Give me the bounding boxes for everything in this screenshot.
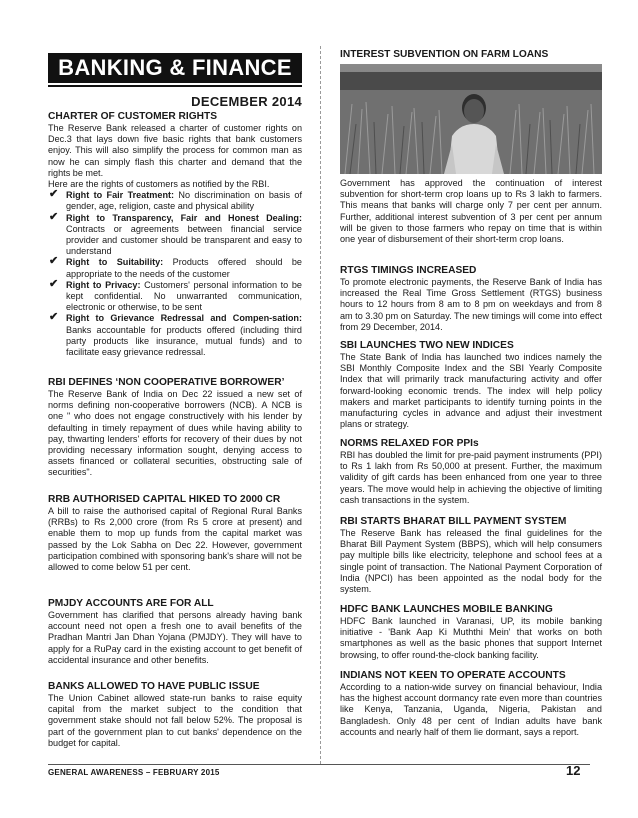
article-title: RBI STARTS BHARAT BILL PAYMENT SYSTEM — [340, 516, 567, 527]
list-item: ✔ Right to Privacy: Customers' personal information to be kept confidential. No unwarranted communication, electronic or otherwise, to be sent — [49, 277, 302, 313]
article-title: NORMS RELAXED FOR PPIs — [340, 438, 479, 449]
article-bbps — [340, 516, 602, 595]
article-body: RBI has doubled the limit for pre-paid payment instruments (PPI) to Rs 1 lakh from Rs 50,000 at present. Further, the maximum validity of gift cards has been enhanced from one year to three years. The move would help in achieving the objective of limiting cash transactions in the system. — [340, 450, 602, 505]
article-body: The Reserve Bank released a charter of customer rights on Dec.3 that lays down five basic rights that bank customers enjoy. This will also simplify the process for common man as now he can simply flash this charter and demand that the rights be met. — [48, 123, 302, 178]
checkmark-icon: ✔ — [49, 210, 59, 223]
article-body: The Reserve Bank of India on Dec 22 issued a new set of norms defining non-cooperative borrowers (NCB). A NCB is one " who does not engage constructively with his lender by defaulting in timely repayment of dues while having ability to pay, thwarting lenders' efforts for recovery of their dues by not providing necessary information sought, denying access to assets financed or collateral securities, obstructing sale of securities". — [48, 389, 302, 478]
list-item: ✔ Right to Transparency, Fair and Honest Dealing: Contracts or agreements between financial service provider and customer should be transparent and easy to understand — [49, 210, 302, 257]
article-rtgs — [340, 265, 602, 333]
article-sbi — [340, 340, 602, 430]
list-item: ✔ Right to Fair Treatment: No discrimination on basis of gender, age, religion, caste and physical ability — [49, 188, 303, 212]
article-body: According to a nation-wide survey on financial behaviour, India has the highest account dormancy rate even more than countries like Kenya, Tanzania, Uganda, Nigeria, Pakistan and Bangladesh. Only 48 per cent of Indian adults have bank accounts and nearly half of them lie dormant, says a report. — [340, 682, 602, 737]
article-title: HDFC BANK LAUNCHES MOBILE BANKING — [340, 604, 553, 615]
article-hdfc — [340, 604, 602, 661]
article-public-issue — [48, 681, 302, 749]
article-subvention-title-block — [340, 49, 602, 61]
checkmark-icon: ✔ — [49, 255, 59, 268]
article-pmjdy — [48, 598, 302, 666]
article-title: CHARTER OF CUSTOMER RIGHTS — [48, 111, 218, 122]
article-body: To promote electronic payments, the Reserve Bank of India has increased the Real Time Gross Settlement (RTGS) business hours to 12 hours from 8 am to 8 pm on weekdays and from 8 am to 3.30 pm on Saturday. The new timings will come into effect from 29 December, 2014. — [340, 277, 602, 332]
checkmark-icon: ✔ — [49, 188, 59, 201]
list-item: ✔ Right to Suitability: Products offered should be appropriate to the needs of the customer — [49, 255, 302, 279]
article-title: INDIANS NOT KEEN TO OPERATE ACCOUNTS — [340, 670, 566, 681]
issue-date: DECEMBER 2014 — [191, 94, 302, 109]
article-title: INTEREST SUBVENTION ON FARM LOANS — [340, 49, 549, 60]
article-title: PMJDY ACCOUNTS ARE FOR ALL — [48, 598, 214, 609]
article-body: The Union Cabinet allowed state-run banks to raise equity capital from the market subject to the condition that government stake should not fall below 52%. The proposal is part of the government plan to cut banks' dependence on the budget for capital. — [48, 693, 302, 748]
article-lead: Here are the rights of customers as notified by the RBI. — [48, 179, 270, 190]
rights-list — [48, 190, 302, 358]
banner-rule — [48, 85, 302, 87]
checkmark-icon: ✔ — [49, 311, 59, 324]
article-body: The State Bank of India has launched two indices namely the SBI Monthly Composite Index and the SBI Yearly Composite Index that will primarily track manufacturing activity and offer forward-looking economic trends. The index will help policy makers and market participants to identify turning points in the manufacturing cycles in advance and adjust their investment plans or strategy. — [340, 352, 602, 430]
footer-rule — [48, 764, 590, 765]
article-title: BANKS ALLOWED TO HAVE PUBLIC ISSUE — [48, 681, 260, 692]
list-item: ✔ Right to Grievance Redressal and Compen-sation: Banks accountable for products offered (including third party products like insurance, mutual funds) and to facilitate easy grievance redressal. — [49, 311, 302, 358]
article-accounts — [340, 670, 602, 738]
article-subvention — [340, 178, 602, 245]
column-divider — [320, 46, 321, 764]
article-ppi — [340, 438, 602, 506]
article-title: RTGS TIMINGS INCREASED — [340, 265, 477, 276]
article-title: SBI LAUNCHES TWO NEW INDICES — [340, 340, 514, 351]
article-ncb — [48, 377, 302, 479]
farmer-photo — [340, 64, 602, 174]
checkmark-icon: ✔ — [49, 277, 59, 290]
article-body: The Reserve Bank has released the final guidelines for the Bharat Bill Payment System (BBPS), which will help consumers pay multiple bills like electricity, telephone and school fees at a single point of transaction. The National Payment Corporation of India (NPCI) has been appointed as the nodal body for the system. — [340, 528, 602, 595]
article-body: A bill to raise the authorised capital of Regional Rural Banks (RRBs) to Rs 2,000 crore (from Rs 5 crore at present) and enable them to mop up funds from the capital market was passed by the Lok Sabha on Dec 22. However, government participation combined with sponsoring bank's share will not be allowed to come below 51 per cent. — [48, 506, 302, 573]
footer-label: GENERAL AWARENESS – FEBRUARY 2015 — [48, 768, 220, 777]
article-rrb — [48, 494, 302, 573]
page-number: 12 — [566, 763, 581, 778]
section-banner: BANKING & FINANCE — [48, 53, 302, 83]
article-body: Government has approved the continuation of interest subvention for short-term crop loans up to Rs 3 lakh to farmers. This means that banks will charge only 7 per cent per annum. Further, additional interest subvention of 3 per cent per annum will be given to those farmers who repay on time that is within one year of disbursement of their short-term crop loans. — [340, 178, 602, 245]
article-charter — [48, 111, 302, 358]
farmer-in-field-image — [340, 64, 602, 174]
article-body: Government has clarified that persons already having bank account need not open a fresh one to avail benefits of the Pradhan Mantri Jan Dhan Yojana (PMJDY). They will have to apply for a RuPay card in the existing account to get benefit of accidental insurance and other benefits. — [48, 610, 302, 665]
article-body: HDFC Bank launched in Varanasi, UP, its mobile banking initiative - 'Bank Aap Ki Muththi Mein' that works on both smartphones as well as the basic phones that support Internet browsing, to offer round-the-clock banking facility. — [340, 616, 602, 660]
article-title: RRB AUTHORISED CAPITAL HIKED TO 2000 CR — [48, 494, 281, 505]
article-title: RBI DEFINES ‘NON COOPERATIVE BORROWER’ — [48, 377, 285, 388]
